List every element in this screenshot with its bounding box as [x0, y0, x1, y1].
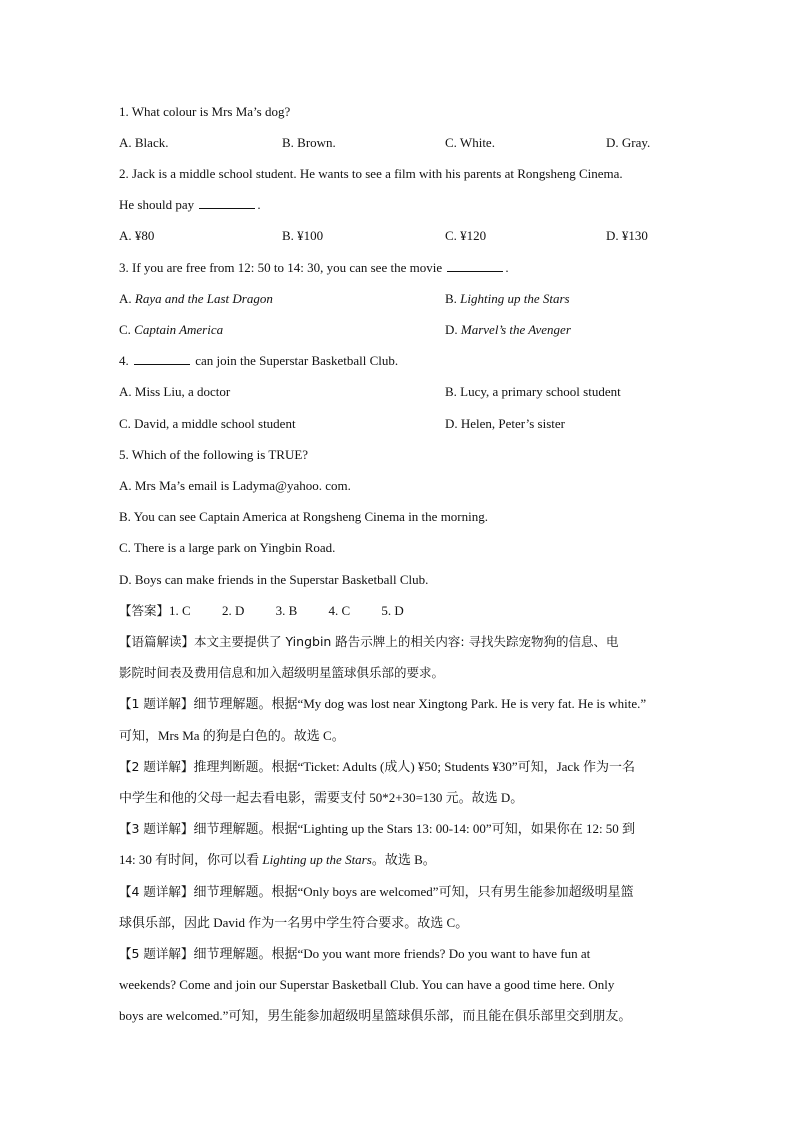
- question-3-options-row2: [119, 320, 679, 340]
- question-4-options-row1: [119, 382, 679, 402]
- detail-1-tag: 【1 题详解】: [119, 696, 194, 711]
- detail-2-line2: 中学生和他的父母一起去看电影，需要支付 50*2+30=130 元。故选 D。: [119, 790, 524, 805]
- q3-option-a: [119, 289, 273, 309]
- q2-stem-post: .: [257, 197, 261, 212]
- q2-option-c: C. ¥120: [445, 228, 487, 243]
- detail-1-text-1: 细节理解题。根据“My dog was lost near Xingtong Park. He is very fat. He is white.”: [193, 696, 647, 711]
- q4-option-d: D. Helen, Peter’s sister: [445, 416, 565, 431]
- q5-option-b: B. You can see Captain America at Rongsheng Cinema in the morning.: [119, 509, 488, 524]
- detail-5-text-1: 细节理解题。根据“Do you want more friends? Do you want to have fun at: [193, 946, 591, 961]
- q4-stem-post: can join the Superstar Basketball Club.: [195, 353, 399, 368]
- answer-blank: [134, 352, 190, 365]
- q1-option-b: B. Brown.: [282, 135, 336, 150]
- detail-3-line1: [119, 819, 635, 839]
- question-2-stem-line2: [119, 195, 261, 215]
- analysis-line1: [119, 632, 619, 652]
- question-1-stem: 1. What colour is Mrs Ma’s dog?: [119, 104, 291, 119]
- question-4-options-row2: [119, 414, 679, 434]
- detail-4-line2: 球俱乐部，因此 David 作为一名男中学生符合要求。故选 C。: [119, 915, 469, 930]
- q4-option-b: B. Lucy, a primary school student: [445, 384, 621, 399]
- answer-blank: [199, 196, 255, 209]
- q2-option-d: D. ¥130: [606, 228, 648, 243]
- answer-tag: 【答案】: [119, 603, 170, 618]
- q4-option-c: C. David, a middle school student: [119, 416, 296, 431]
- q1-option-d: D. Gray.: [606, 135, 651, 150]
- q3-option-d-title: Marvel’s the Avenger: [460, 322, 571, 337]
- detail-3-line2: [119, 850, 436, 870]
- q3-option-b-letter: B.: [445, 291, 461, 306]
- q3-option-c-title: Captain America: [134, 322, 224, 337]
- q2-option-a: A. ¥80: [119, 228, 155, 243]
- detail-2-line1: [119, 757, 635, 777]
- analysis-line2: 影院时间表及费用信息和加入超级明星篮球俱乐部的要求。: [119, 665, 445, 680]
- answer-item-2: 2. D: [221, 603, 245, 618]
- q4-stem-pre: 4.: [119, 353, 129, 368]
- detail-3-text-2-post: 。故选 B。: [371, 852, 436, 867]
- detail-1-line1: [119, 694, 646, 714]
- q3-option-d: [445, 320, 571, 340]
- q5-option-a: A. Mrs Ma’s email is Ladyma@yahoo. com.: [119, 478, 351, 493]
- detail-3-movie-title: Lighting up the Stars: [262, 852, 372, 867]
- detail-5-line3: boys are welcomed.”可知，男生能参加超级明星篮球俱乐部，而且能在俱乐部里交到朋友。: [119, 1008, 632, 1023]
- q2-stem-pre: He should pay: [119, 197, 195, 212]
- q3-stem-pre: 3. If you are free from 12: 50 to 14: 30, you can see the movie: [119, 260, 443, 275]
- detail-4-line1: [119, 882, 634, 902]
- question-2-options: [119, 226, 679, 246]
- question-3-options-row1: [119, 289, 679, 309]
- q3-option-b: [445, 289, 570, 309]
- q3-option-d-letter: D.: [445, 322, 461, 337]
- detail-5-line2: weekends? Come and join our Superstar Basketball Club. You can have a good time here. Only: [119, 977, 615, 992]
- detail-5-tag: 【5 题详解】: [119, 946, 194, 961]
- analysis-tag: 【语篇解读】: [119, 634, 195, 649]
- detail-3-tag: 【3 题详解】: [119, 821, 194, 836]
- q3-stem-post: .: [505, 260, 509, 275]
- answer-key: [119, 601, 404, 621]
- answer-item-4: 4. C: [328, 603, 351, 618]
- question-5-stem: 5. Which of the following is TRUE?: [119, 447, 309, 462]
- q3-option-c-letter: C.: [119, 322, 135, 337]
- q5-option-c: C. There is a large park on Yingbin Road.: [119, 540, 336, 555]
- q3-option-a-letter: A.: [119, 291, 135, 306]
- q3-option-b-title: Lighting up the Stars: [460, 291, 570, 306]
- detail-1-line2: 可知，Mrs Ma 的狗是白色的。故选 C。: [119, 728, 345, 743]
- answer-blank: [447, 259, 503, 272]
- answer-item-3: 3. B: [275, 603, 298, 618]
- answer-item-1: 1. C: [169, 603, 191, 618]
- question-1-options: [119, 133, 679, 153]
- answer-item-5: 5. D: [381, 603, 404, 618]
- detail-3-text-2-pre: 14: 30 有时间，你可以看: [119, 852, 263, 867]
- q1-option-a: A. Black.: [119, 135, 169, 150]
- detail-5-line1: [119, 944, 590, 964]
- q3-option-a-title: Raya and the Last Dragon: [134, 291, 273, 306]
- q2-option-b: B. ¥100: [282, 228, 324, 243]
- detail-3-text-1: 细节理解题。根据“Lighting up the Stars 13: 00-14: 00”可知，如果你在 12: 50 到: [193, 821, 636, 836]
- question-4-stem: [119, 351, 398, 371]
- detail-2-tag: 【2 题详解】: [119, 759, 194, 774]
- q1-option-c: C. White.: [445, 135, 495, 150]
- question-2-stem-line1: 2. Jack is a middle school student. He wants to see a film with his parents at Rongsheng Cinema.: [119, 166, 623, 181]
- q4-option-a: A. Miss Liu, a doctor: [119, 384, 231, 399]
- q3-option-c: [119, 320, 223, 340]
- detail-4-tag: 【4 题详解】: [119, 884, 194, 899]
- q5-option-d: D. Boys can make friends in the Superstar Basketball Club.: [119, 572, 429, 587]
- question-3-stem: [119, 258, 509, 278]
- detail-4-text-1: 细节理解题。根据“Only boys are welcomed”可知，只有男生能参加超级明星篮: [193, 884, 634, 899]
- analysis-text-1: 本文主要提供了 Yingbin 路告示牌上的相关内容: 寻找失踪宠物狗的信息、电: [194, 634, 619, 649]
- detail-2-text-1: 推理判断题。根据“Ticket: Adults (成人) ¥50; Students ¥30”可知，Jack 作为一名: [193, 759, 635, 774]
